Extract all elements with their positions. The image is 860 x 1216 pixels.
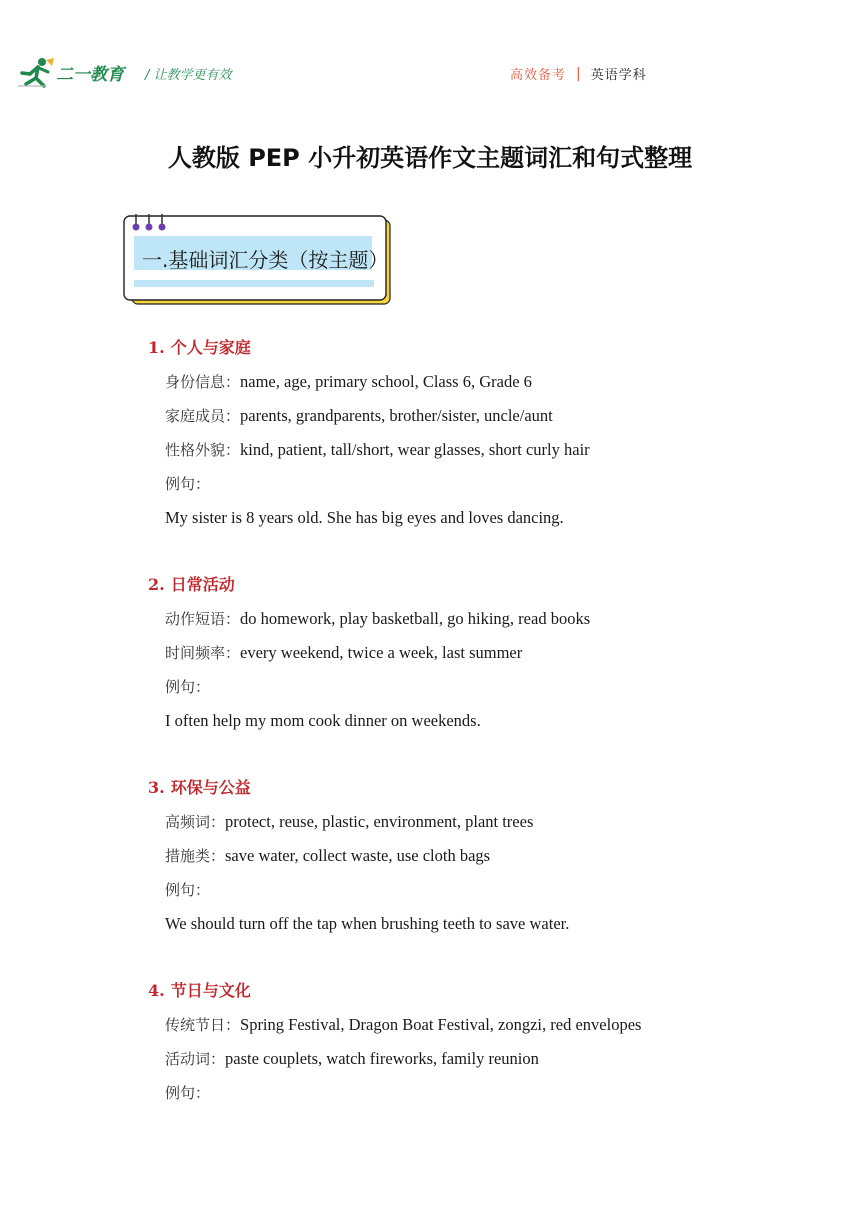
section-daily-activities — [148, 574, 788, 738]
section-title: 个人与家庭 — [170, 338, 251, 357]
section-heading — [148, 337, 788, 359]
section-title: 节日与文化 — [170, 981, 251, 1000]
list-item — [165, 365, 788, 399]
item-label: 例句： — [165, 678, 211, 696]
list-item — [165, 873, 788, 907]
list-item — [165, 433, 788, 467]
item-label: 高频词： — [165, 813, 226, 831]
item-label: 措施类： — [165, 847, 226, 865]
item-value: parents, grandparents, brother/sister, uncle/aunt — [240, 406, 553, 425]
item-label: 动作短语： — [165, 610, 241, 628]
header-tags — [510, 64, 647, 83]
example-sentence — [165, 907, 788, 941]
item-value: My sister is 8 years old. She has big eyes and loves dancing. — [165, 508, 564, 527]
brand-slogan: / 让教学更有效 — [145, 68, 232, 83]
item-label: 例句： — [165, 881, 211, 899]
runner-logo-icon — [16, 56, 56, 88]
list-item — [165, 1008, 788, 1042]
section-number: 3. — [148, 778, 165, 797]
item-value: save water, collect waste, use cloth bags — [225, 846, 491, 865]
section-number: 1. — [148, 338, 165, 357]
item-label: 例句： — [165, 1084, 211, 1102]
item-value: paste couplets, watch fireworks, family reunion — [225, 1049, 539, 1068]
example-sentence — [165, 704, 788, 738]
example-sentence — [165, 501, 788, 535]
list-item — [165, 602, 788, 636]
item-label: 家庭成员： — [165, 407, 241, 425]
section-personal-family — [148, 337, 788, 535]
item-value: kind, patient, tall/short, wear glasses, short curly hair — [240, 440, 590, 459]
list-item — [165, 399, 788, 433]
item-label: 身份信息： — [165, 373, 241, 391]
brand-logo[interactable] — [16, 56, 124, 88]
item-label: 活动词： — [165, 1050, 226, 1068]
section-heading — [148, 574, 788, 596]
section-number: 2. — [148, 575, 165, 594]
header-separator: | — [576, 65, 581, 82]
page-title: 人教版 PEP 小升初英语作文主题词汇和句式整理 — [167, 144, 693, 172]
list-item — [165, 1042, 788, 1076]
list-item — [165, 805, 788, 839]
list-item — [165, 636, 788, 670]
item-label: 例句： — [165, 475, 211, 493]
brand-name: 二一教育 — [56, 64, 124, 85]
page-header — [0, 52, 860, 92]
section-title: 日常活动 — [170, 575, 235, 594]
section-heading — [148, 980, 788, 1002]
list-item — [165, 839, 788, 873]
item-value: every weekend, twice a week, last summer — [240, 643, 523, 662]
item-value: I often help my mom cook dinner on weekends. — [165, 711, 481, 730]
section-heading — [148, 777, 788, 799]
item-label: 传统节日： — [165, 1016, 241, 1034]
section-title: 环保与公益 — [170, 778, 251, 797]
header-tag-prep: 高效备考 — [510, 68, 567, 83]
list-item — [165, 670, 788, 704]
header-tag-subject: 英语学科 — [590, 68, 647, 83]
item-label: 性格外貌： — [165, 441, 241, 459]
section-environment — [148, 777, 788, 941]
item-value: Spring Festival, Dragon Boat Festival, zongzi, red envelopes — [240, 1015, 642, 1034]
section-number: 4. — [148, 981, 165, 1000]
banner-heading: 一.基础词汇分类（按主题） — [142, 248, 389, 272]
item-label: 时间频率： — [165, 644, 241, 662]
section-banner — [122, 212, 394, 308]
item-value: name, age, primary school, Class 6, Grade 6 — [240, 372, 532, 391]
item-value: do homework, play basketball, go hiking, read books — [240, 609, 591, 628]
list-item — [165, 1076, 788, 1110]
item-value: We should turn off the tap when brushing teeth to save water. — [165, 914, 570, 933]
list-item — [165, 467, 788, 501]
item-value: protect, reuse, plastic, environment, plant trees — [225, 812, 534, 831]
section-festivals-culture — [148, 980, 788, 1110]
